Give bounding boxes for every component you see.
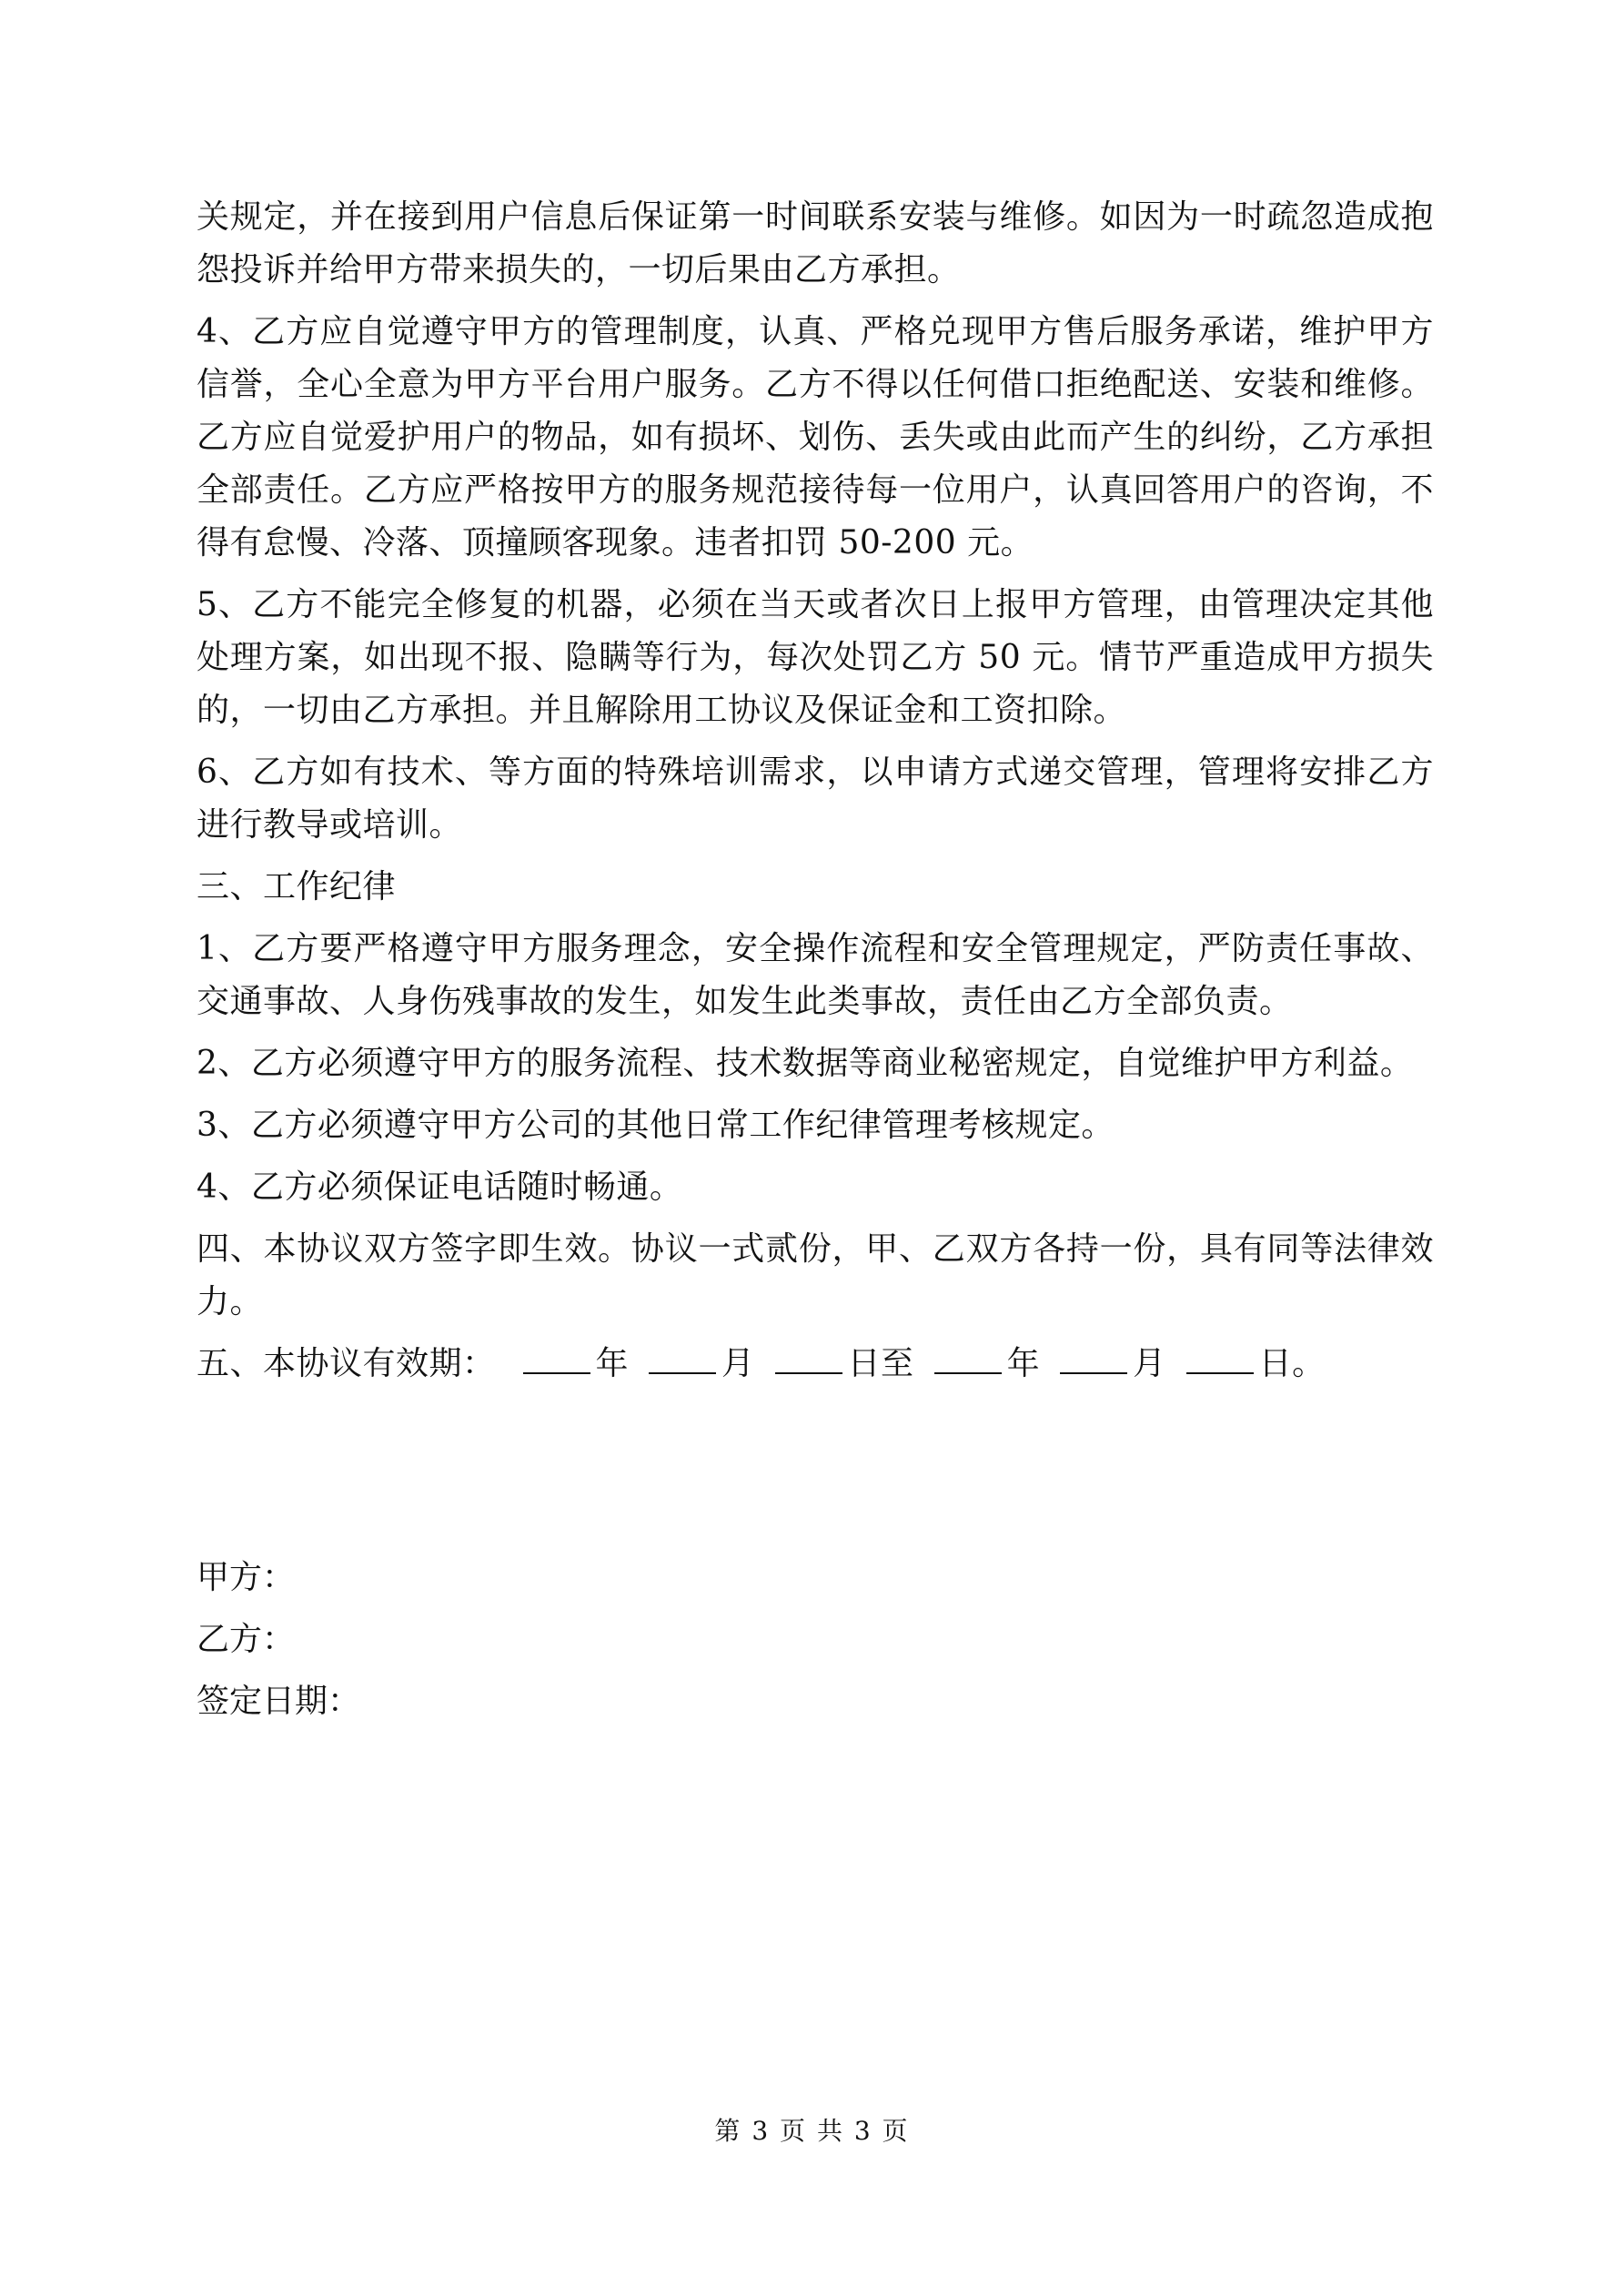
blank-end-year (934, 1345, 1002, 1374)
clause-6-training: 6、乙方如有技术、等方面的特殊培训需求，以申请方式递交管理，管理将安排乙方进行教导或培训。 (197, 754, 1434, 844)
blank-end-day (1186, 1345, 1254, 1374)
blank-start-year (523, 1345, 590, 1374)
contract-body (197, 191, 1434, 1391)
section-4-effectiveness: 四、本协议双方签字即生效。协议一式贰份，甲、乙双方各持一份，具有同等法律效力。 (197, 1230, 1434, 1320)
discipline-item-3: 3、乙方必须遵守甲方公司的其他日常工作纪律管理考核规定。 (197, 1107, 1115, 1144)
validity-day-label-2: 日。 (1258, 1345, 1326, 1382)
section-3-heading: 三、工作纪律 (197, 868, 397, 905)
validity-year-label-1: 年 (595, 1345, 630, 1382)
validity-month-label-1: 月 (721, 1345, 755, 1382)
signature-block (197, 1547, 360, 1733)
validity-prefix: 五、本协议有效期： (197, 1345, 496, 1382)
blank-end-month (1060, 1345, 1127, 1374)
validity-year-label-2: 年 (1006, 1345, 1041, 1382)
discipline-item-4: 4、乙方必须保证电话随时畅通。 (197, 1168, 683, 1206)
validity-month-label-2: 月 (1133, 1345, 1166, 1382)
party-b-label: 乙方： (197, 1621, 296, 1658)
party-a-label: 甲方： (197, 1559, 296, 1596)
paragraph-continuation: 关规定，并在接到用户信息后保证第一时间联系安装与维修。如因为一时疏忽造成抱怨投诉并给甲方带来损失的，一切后果由乙方承担。 (197, 198, 1434, 288)
clause-5-repair-report: 5、乙方不能完全修复的机器，必须在当天或者次日上报甲方管理，由管理决定其他处理方案，如出现不报、隐瞒等行为，每次处罚乙方 50 元。情节严重造成甲方损失的，一切由乙方承担。并且解除用工协议及保证金和工资扣除。 (197, 586, 1434, 729)
discipline-item-1: 1、乙方要严格遵守甲方服务理念，安全操作流程和安全管理规定，严防责任事故、交通事故、人身伤残事故的发生，如发生此类事故，责任由乙方全部负责。 (197, 930, 1434, 1020)
blank-start-day (775, 1345, 842, 1374)
page-number-footer: 第 3 页 共 3 页 (714, 2116, 910, 2146)
clause-4-service-duty: 4、乙方应自觉遵守甲方的管理制度，认真、严格兑现甲方售后服务承诺，维护甲方信誉，全心全意为甲方平台用户服务。乙方不得以任何借口拒绝配送、安装和维修。乙方应自觉爱护用户的物品，如有损坏、划伤、丢失或由此而产生的纠纷，乙方承担全部责任。乙方应严格按甲方的服务规范接待每一位用户，认真回答用户的咨询，不得有怠慢、冷落、顶撞顾客现象。违者扣罚 50-200 元。 (197, 313, 1434, 561)
blank-start-month (649, 1345, 716, 1374)
discipline-item-2: 2、乙方必须遵守甲方的服务流程、技术数据等商业秘密规定，自觉维护甲方利益。 (197, 1045, 1414, 1082)
validity-day-to-label: 日至 (847, 1345, 914, 1382)
section-5-validity-period (197, 1338, 1434, 1391)
sign-date-label: 签定日期： (197, 1683, 361, 1720)
